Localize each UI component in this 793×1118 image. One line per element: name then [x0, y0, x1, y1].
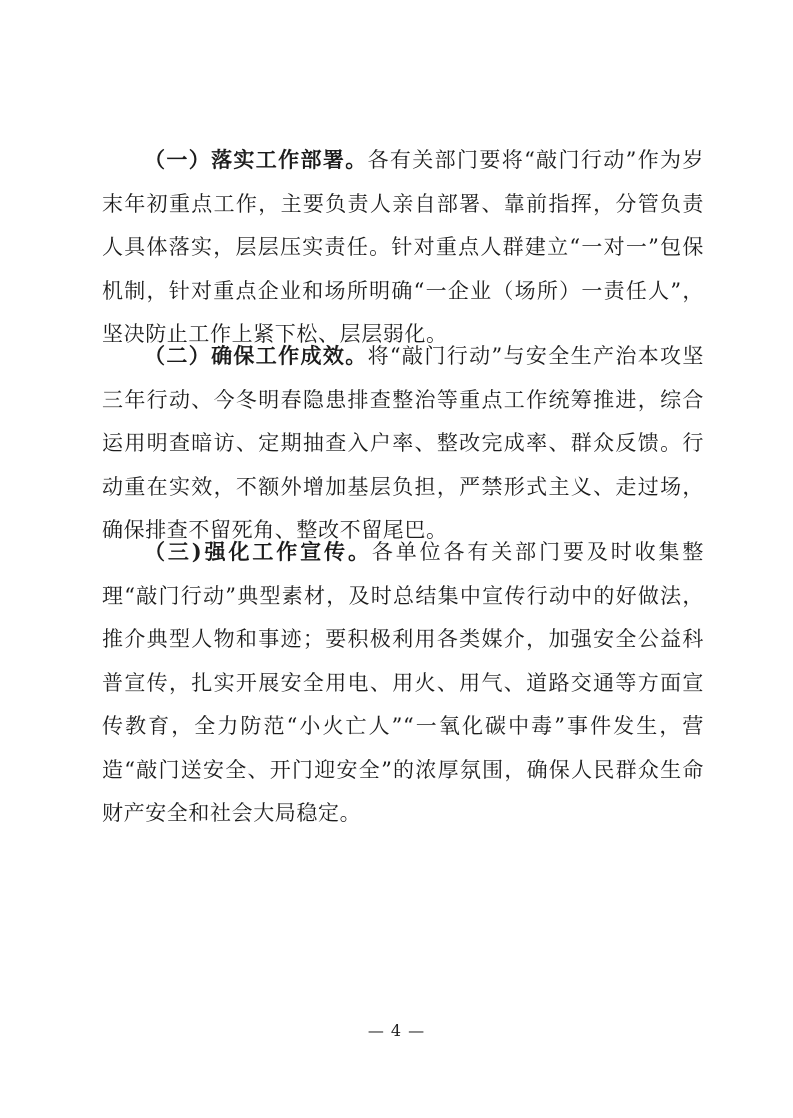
paragraph-implement-deployment	[102, 138, 704, 357]
page-number: — 4 —	[367, 1021, 426, 1040]
paragraph-body: 将“敲门行动”与安全生产治本攻坚三年行动、今冬明春隐患排查整治等重点工作统筹推进，综合运用明查暗访、定期抽查入户率、整改完成率、群众反馈。行动重在实效，不额外增加基层负担，严禁形式主义、走过场，确保排查不留死角、整改不留尾巴。	[102, 344, 705, 542]
paragraph-heading: （二）确保工作成效。	[144, 343, 368, 368]
paragraph-body: 各单位各有关部门要及时收集整理“敲门行动”典型素材，及时总结集中宣传行动中的好做法，推介典型人物和事迹；要积极利用各类媒介，加强安全公益科普宣传，扎实开展安全用电、用火、用气、道路交通等方面宣传教育，全力防范“小火亡人”“一氧化碳中毒”事件发生，营造“敲门送安全、开门迎安全”的浓厚氛围，确保人民群众生命财产安全和社会大局稳定。	[102, 540, 705, 825]
paragraph-body: 各有关部门要将“敲门行动”作为岁末年初重点工作，主要负责人亲自部署、靠前指挥，分管负责人具体落实，层层压实责任。针对重点人群建立“一对一”包保机制，针对重点企业和场所明确“一企业（场所）一责任人”，坚决防止工作上紧下松、层层弱化。	[102, 148, 705, 346]
paragraph-heading: （三)强化工作宣传。	[144, 539, 372, 564]
paragraph-strengthen-publicity	[102, 530, 704, 836]
paragraph-ensure-effectiveness	[102, 334, 704, 553]
paragraph-heading: （一）落实工作部署。	[144, 147, 368, 172]
